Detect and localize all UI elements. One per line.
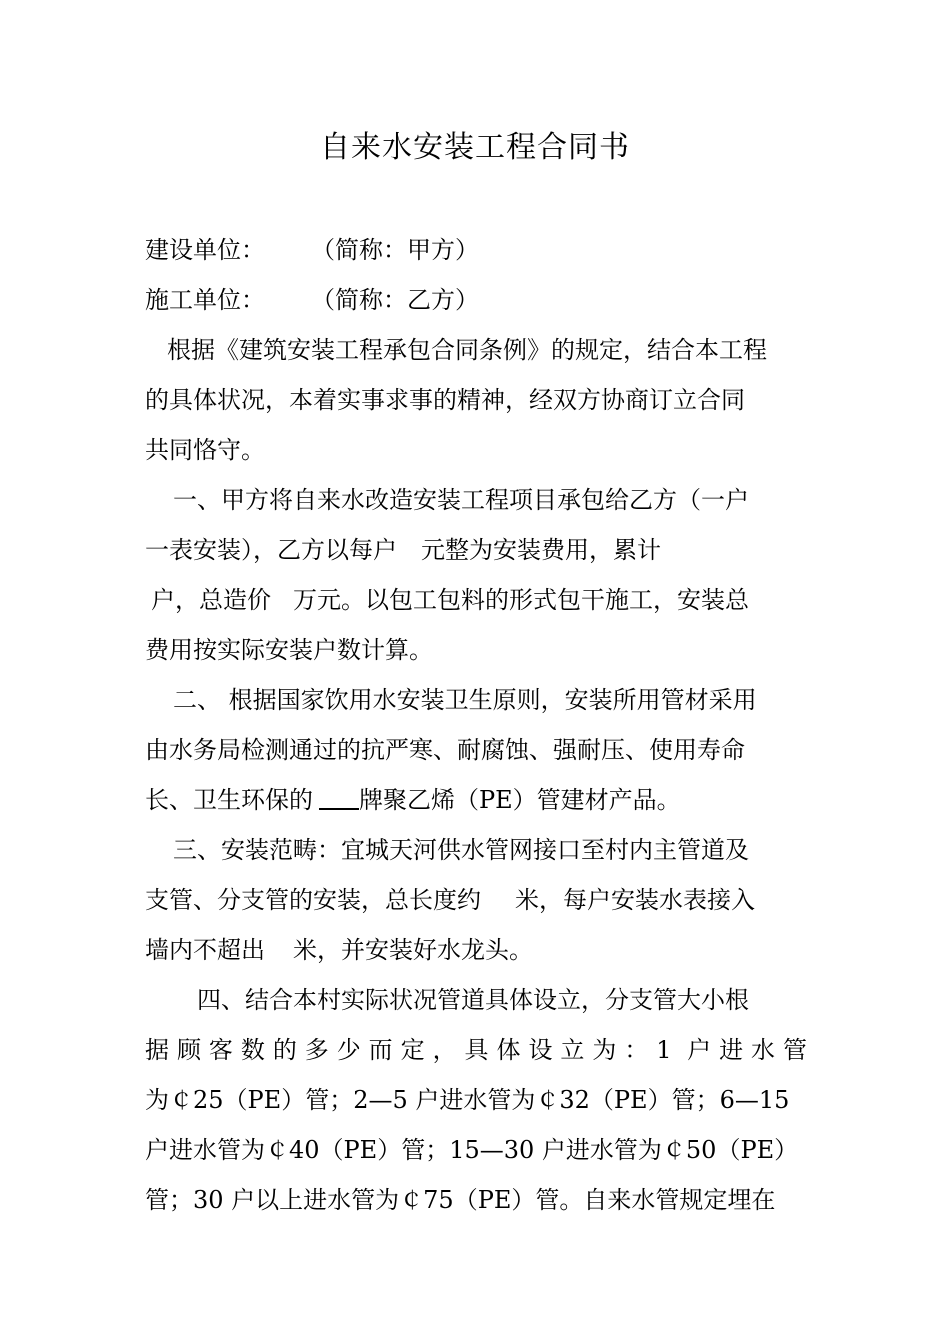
paragraph-line: 共同恪守。 [145,436,265,464]
clause-1-line: 费用按实际安装户数计算。 [145,636,433,664]
document-body [145,228,807,1228]
construction-unit-label: 建设单位： [145,236,265,264]
contractor-unit-abbr: （简称：乙方） [311,286,479,314]
line-construction-unit [145,228,807,278]
line-contractor-unit [145,278,807,328]
document-title: 自来水安装工程合同书 [320,130,630,165]
contractor-unit-label: 施工单位： [145,286,265,314]
clause-2-line: 由水务局检测通过的抗严寒、耐腐蚀、强耐压、使用寿命 [145,736,745,764]
clause-4-line: 为￠25（PE）管；2—5 户进水管为￠32（PE）管；6—15 [145,1086,790,1114]
brand-blank [319,780,359,810]
clause-1-line: 户，总造价 万元。以包工包料的形式包干施工，安装总 [151,586,749,614]
clause-1-line: 一表安装），乙方以每户 元整为安装费用，累计 [145,536,661,564]
clause-3-line: 三、安装范畴：宜城天河供水管网接口至村内主管道及 [173,836,749,864]
clause-1-line: 一、甲方将自来水改造安装工程项目承包给乙方（一户 [173,486,749,514]
clause-4-line: 据顾客数的多少而定，具体设立为：1 户进水管 [145,1036,807,1064]
paragraph-line: 根据《建筑安装工程承包合同条例》的规定，结合本工程 [167,336,767,364]
paragraph-line: 的具体状况，本着实事求事的精神，经双方协商订立合同 [145,386,745,414]
construction-unit-abbr: （简称：甲方） [311,236,479,264]
clause-4-line: 管；30 户以上进水管为￠75（PE）管。自来水管规定埋在 [145,1186,776,1214]
clause-4-line: 四、结合本村实际状况管道具体设立，分支管大小根 [197,986,749,1014]
clause-4-line: 户进水管为￠40（PE）管；15—30 户进水管为￠50（PE） [145,1136,799,1164]
clause-2-line: 长、卫生环保的 牌聚乙烯（PE）管建材产品。 [145,778,807,828]
clause-3-line: 墙内不超出 米，并安装好水龙头。 [145,936,533,964]
clause-3-line: 支管、分支管的安装，总长度约 米，每户安装水表接入 [145,886,755,914]
clause-2-line: 二、 根据国家饮用水安装卫生原则，安装所用管材采用 [173,686,757,714]
